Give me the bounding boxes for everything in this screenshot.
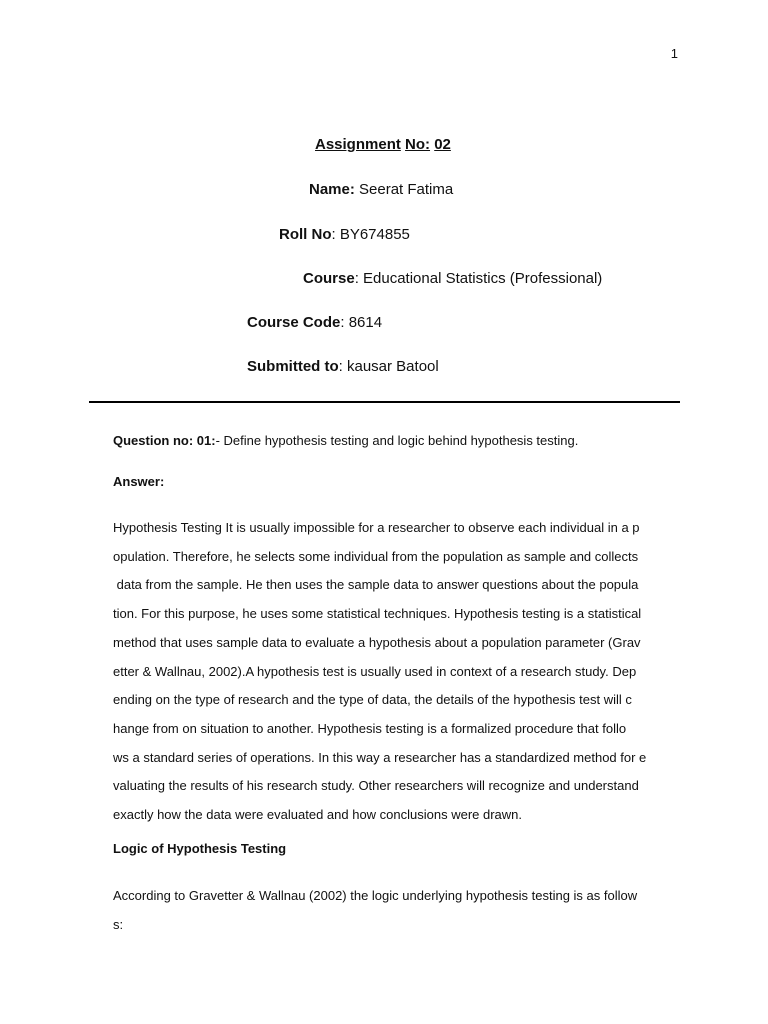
answer-line: exactly how the data were evaluated and how conclusions were drawn. [113, 807, 523, 823]
course-value: : Educational Statistics (Professional) [354, 270, 603, 287]
page-number: 1 [670, 46, 678, 61]
submitted-line [247, 358, 439, 375]
answer-label: Answer: [113, 474, 165, 489]
name-label: Name: [309, 181, 355, 198]
answer-line: opulation. Therefore, he selects some individual from the population as sample and collects [113, 548, 639, 564]
logic-line: According to Gravetter & Wallnau (2002) the logic underlying hypothesis testing is as follow [113, 888, 638, 903]
answer-line: method that uses sample data to evaluate a hypothesis about a population parameter (Grav [113, 634, 641, 650]
roll-line [279, 226, 410, 243]
course-line [303, 270, 602, 287]
question-text: - Define hypothesis testing and logic behind hypothesis testing. [215, 433, 579, 448]
submitted-label: Submitted to [247, 358, 339, 375]
horizontal-rule [89, 401, 680, 403]
logic-line: s: [113, 917, 124, 932]
answer-line: etter & Wallnau, 2002).A hypothesis test is usually used in context of a research study. Dep [113, 663, 637, 679]
course-code-label: Course Code [247, 314, 341, 331]
roll-label: Roll No [279, 226, 332, 243]
answer-line: ws a standard series of operations. In this way a researcher has a standardized method for e [113, 749, 647, 765]
name-value: Seerat Fatima [354, 181, 454, 198]
assignment-number: 02 [434, 136, 451, 153]
name-line [309, 181, 453, 198]
answer-line: tion. For this purpose, he uses some statistical techniques. Hypothesis testing is a statistical [113, 606, 642, 622]
course-code-line [247, 314, 382, 331]
course-code-value: : 8614 [340, 314, 383, 331]
assignment-label: Assignment [315, 136, 401, 153]
answer-line: ending on the type of research and the type of data, the details of the hypothesis test will c [113, 692, 632, 708]
question-line [113, 433, 678, 448]
answer-line: hange from on situation to another. Hypothesis testing is a formalized procedure that follo [113, 720, 627, 736]
roll-value: : BY674855 [331, 226, 410, 243]
logic-heading: Logic of Hypothesis Testing [113, 841, 287, 856]
answer-paragraph [113, 514, 678, 830]
question-label: Question no: 01: [113, 433, 216, 448]
submitted-value: : kausar Batool [338, 358, 439, 375]
course-label: Course [303, 270, 355, 287]
assignment-title [315, 136, 451, 153]
answer-line: Hypothesis Testing It is usually impossible for a researcher to observe each individual in a p [113, 520, 640, 535]
answer-line: data from the sample. He then uses the sample data to answer questions about the popula [113, 577, 639, 593]
logic-paragraph [113, 881, 678, 939]
answer-line: valuating the results of his research study. Other researchers will recognize and understand [113, 778, 639, 794]
assignment-no-label: No: [405, 136, 431, 153]
